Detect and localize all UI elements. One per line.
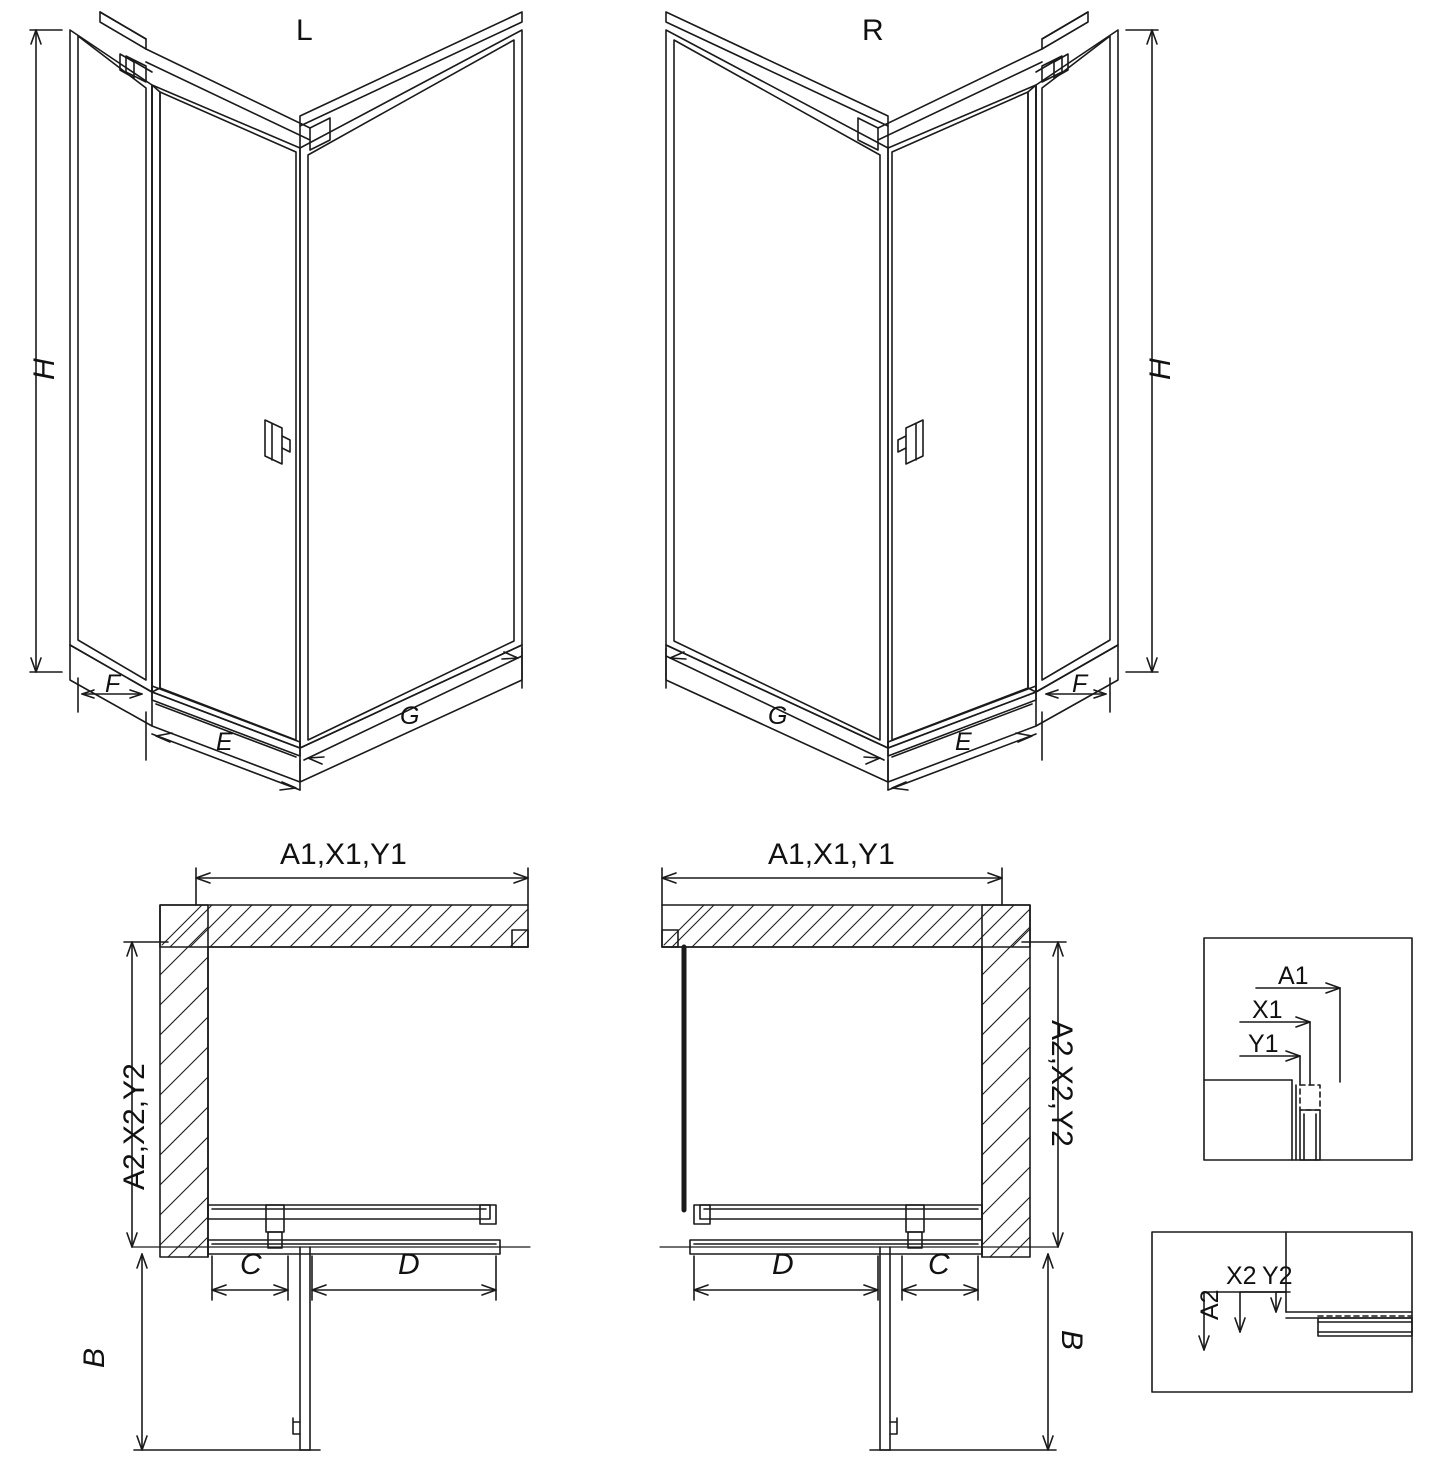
iso-right-enclosure bbox=[666, 12, 1118, 782]
iso-left-height-dimension bbox=[30, 30, 62, 672]
plan-left-b-label: B bbox=[78, 1347, 111, 1368]
iso-left-e-label: E bbox=[216, 728, 233, 756]
detail-a2-label: A2 bbox=[1196, 1289, 1224, 1320]
iso-right-title: R bbox=[862, 14, 884, 47]
plan-left-dimensions bbox=[124, 868, 528, 1450]
plan-right-dimensions bbox=[662, 868, 1066, 1450]
detail-y1-label: Y1 bbox=[1248, 1030, 1279, 1058]
plan-left-c-label: C bbox=[240, 1248, 262, 1281]
plan-left-side-dimension-label: A2,X2,Y2 bbox=[118, 1063, 151, 1190]
plan-right-side-dimension-label: A2,X2,Y2 bbox=[1045, 1020, 1078, 1147]
detail-bottom bbox=[1152, 1232, 1412, 1392]
iso-left-g-label: G bbox=[400, 702, 420, 730]
iso-right-f-label: F bbox=[1072, 670, 1088, 698]
iso-right-e-label: E bbox=[955, 728, 972, 756]
iso-right-g-label: G bbox=[768, 702, 788, 730]
plan-right-top-dimension-label: A1,X1,Y1 bbox=[768, 838, 895, 871]
iso-right-height-label: H bbox=[1144, 358, 1177, 380]
detail-x1-label: X1 bbox=[1252, 996, 1283, 1024]
plan-right-view bbox=[660, 905, 1058, 1450]
plan-left-top-dimension-label: A1,X1,Y1 bbox=[280, 838, 407, 871]
iso-left-f-label: F bbox=[105, 670, 121, 698]
detail-y2-label: Y2 bbox=[1262, 1262, 1293, 1290]
iso-left-title: L bbox=[296, 14, 313, 47]
plan-right-d-label: D bbox=[772, 1248, 794, 1281]
plan-right-b-label: B bbox=[1055, 1330, 1088, 1351]
plan-left-view bbox=[132, 905, 530, 1450]
iso-right-height-dimension bbox=[1126, 30, 1158, 672]
plan-right-c-label: C bbox=[928, 1248, 950, 1281]
detail-a1-label: A1 bbox=[1278, 962, 1309, 990]
detail-x2-label: X2 bbox=[1226, 1262, 1257, 1290]
plan-left-d-label: D bbox=[398, 1248, 420, 1281]
iso-left-height-label: H bbox=[28, 358, 61, 380]
iso-left-enclosure bbox=[70, 12, 522, 782]
